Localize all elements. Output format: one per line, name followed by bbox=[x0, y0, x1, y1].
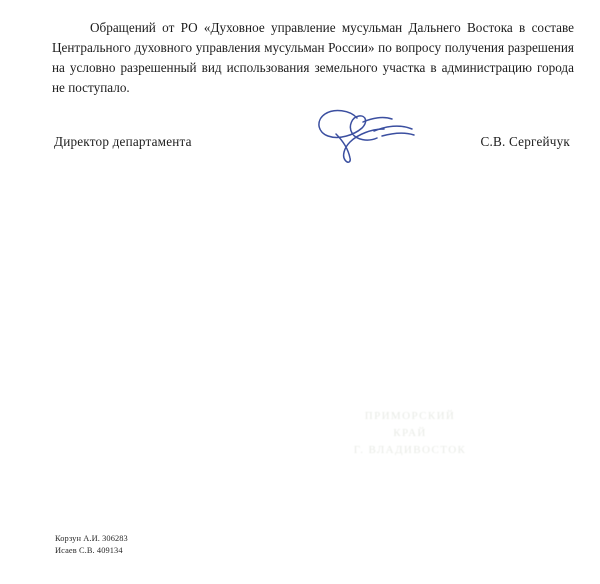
body-paragraph: Обращений от РО «Духовное управление мусульман Дальнего Востока в составе Центрального духовного управления мусульман России» по вопросу получения разрешения на условно разрешенный вид использования земельного участка в администрацию города не поступало. bbox=[52, 20, 574, 95]
watermark-line-1: ПРИМОРСКИЙ bbox=[364, 410, 456, 422]
watermark-line-2: КРАЙ bbox=[393, 427, 427, 439]
watermark-line-3: Г. ВЛАДИВОСТОК bbox=[353, 444, 467, 456]
signature-name: С.В. Сергейчук bbox=[480, 134, 570, 149]
signature-title: Директор департамента bbox=[54, 134, 192, 149]
footer-line-1: Корзун А.И. 306283 bbox=[55, 534, 128, 543]
footer-block bbox=[55, 533, 128, 556]
handwritten-signature-icon bbox=[262, 104, 462, 166]
footer-line-2: Исаев С.В. 409134 bbox=[55, 545, 123, 555]
stamp-watermark bbox=[330, 408, 490, 488]
signature-row bbox=[22, 134, 578, 150]
